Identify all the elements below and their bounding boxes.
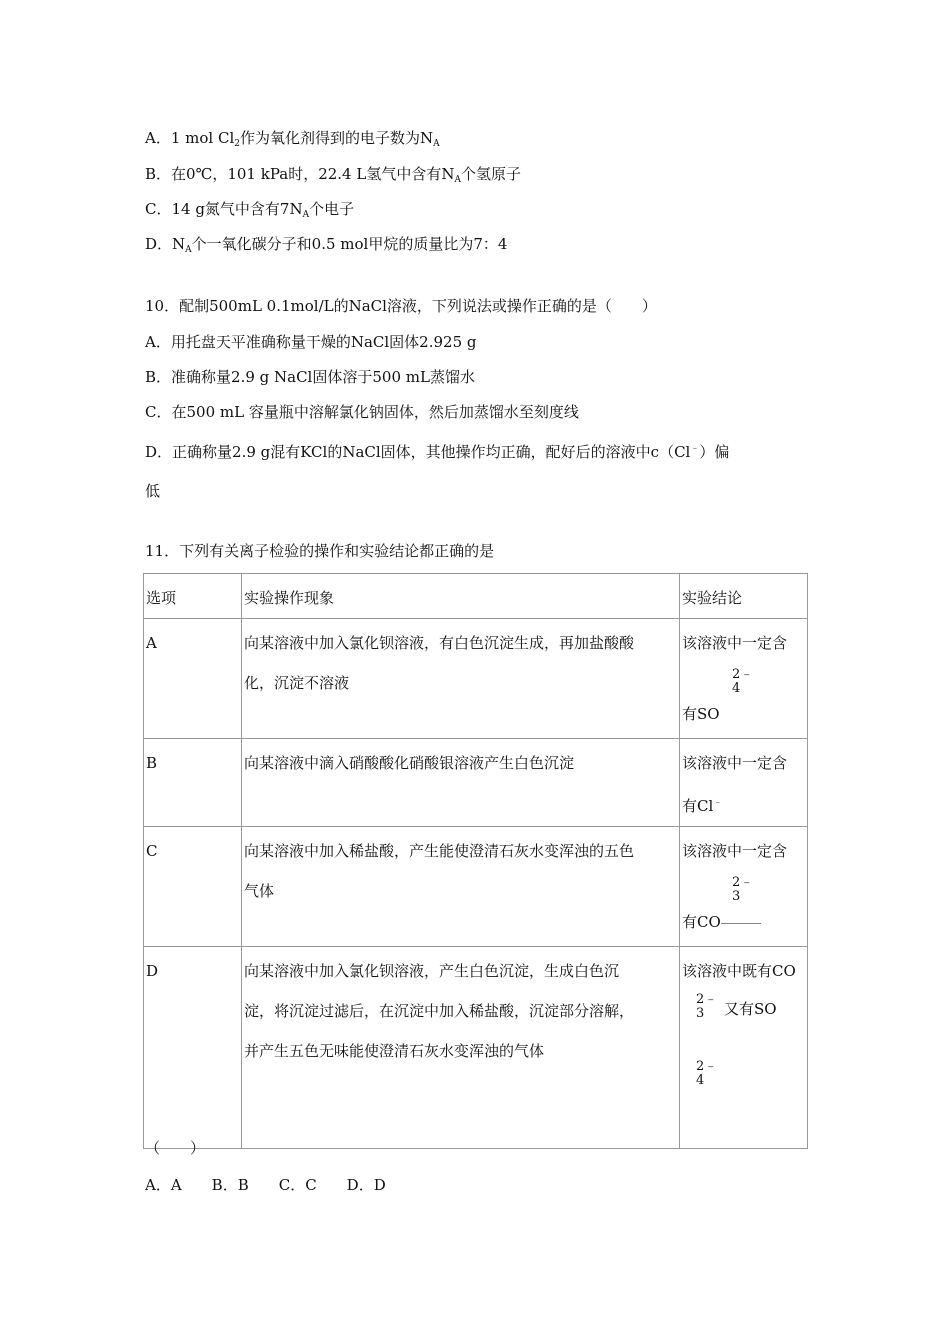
header-conclusion: 实验结论 [680, 574, 808, 619]
q10-option-b: B．准确称量2.9 g NaCl固体溶于500 mL蒸馏水 [145, 368, 475, 386]
operation-line: 并产生五色无味能使澄清石灰水变浑浊的气体 [244, 1042, 545, 1060]
ion-fraction [692, 992, 724, 1028]
q9-d-sub: A [185, 245, 192, 255]
header-option: 选项 [144, 574, 242, 619]
table-row [144, 739, 808, 827]
conclusion-cell [680, 619, 808, 739]
conclusion-line: 该溶液中一定含 [682, 842, 788, 860]
option-cell: B [144, 739, 242, 827]
q10-option-d [145, 439, 729, 462]
conclusion-text: 有CO [682, 913, 721, 931]
q9-c-prefix: C．14 g氮气中含有7N [145, 200, 303, 218]
q9-a-suffix: 作为氧化剂得到的电子数为N [239, 129, 434, 147]
conclusion-line: 有SO [682, 705, 720, 723]
q9-option-a [145, 128, 440, 154]
conclusion-line: 该溶液中一定含 [682, 754, 788, 772]
q10-option-a: A．用托盘天平准确称量干燥的NaCl固体2.925 g [145, 333, 477, 351]
ion-charge [728, 875, 807, 911]
q9-b-sub: A [454, 175, 461, 185]
ion-charge [692, 1058, 807, 1095]
ion-fraction [728, 667, 760, 703]
table-header-row [144, 574, 808, 619]
conclusion-text: 有Cl [682, 797, 714, 815]
q9-option-c [145, 199, 354, 225]
ion-subscript: 4 [696, 1073, 705, 1088]
conclusion-cell [680, 827, 808, 947]
q9-b-prefix: B．在0℃，101 kPa时，22.4 L氢气中含有N [145, 165, 455, 183]
divider [721, 923, 761, 924]
q9-a-sub: 2 [234, 139, 240, 149]
ion-subscript: 3 [732, 889, 741, 904]
conclusion-line: 该溶液中一定含 [682, 634, 788, 652]
ion-fraction [728, 875, 760, 911]
conclusion-text: 又有SO [724, 1000, 777, 1018]
header-operation: 实验操作现象 [242, 574, 680, 619]
operation-line: 向某溶液中加入稀盐酸，产生能使澄清石灰水变浑浊的五色 [244, 842, 635, 860]
q9-a-sub2: A [433, 139, 440, 149]
conclusion-cell [680, 947, 808, 1149]
operation-line: 气体 [244, 882, 275, 900]
ion-charge-num: 2﹣ [732, 667, 754, 682]
q9-option-b [145, 164, 521, 190]
q9-c-sub: A [302, 210, 310, 220]
q10-d-suffix: ）偏 [699, 443, 730, 461]
operation-cell [242, 947, 680, 1149]
operation-line: 化，沉淀不溶液 [244, 674, 350, 692]
q10-stem: 10．配制500mL 0.1mol/L的NaCl溶液，下列说法或操作正确的是（ ） [145, 297, 657, 315]
ion-subscript: 3 [696, 1006, 705, 1021]
conclusion-line [682, 783, 807, 826]
operation-cell [242, 619, 680, 739]
table-row [144, 619, 808, 739]
conclusion-line [692, 991, 807, 1028]
q10-d-sup: ﹣ [690, 444, 700, 454]
option-cell: A [144, 619, 242, 739]
operation-line: 向某溶液中加入氯化钡溶液，产生白色沉淀，生成白色沉 [244, 962, 620, 980]
q9-option-d [145, 234, 507, 260]
operation-line: 向某溶液中加入氯化钡溶液，有白色沉淀生成，再加盐酸酸 [244, 634, 635, 652]
q11-stem: 11．下列有关离子检验的操作和实验结论都正确的是 [145, 542, 495, 560]
operation-line: 向某溶液中滴入硝酸酸化硝酸银溶液产生白色沉淀 [244, 754, 575, 772]
q9-b-suffix: 个氢原子 [460, 165, 521, 183]
q11-paren: （ ） [145, 1139, 206, 1157]
q10-d-prefix: D．正确称量2.9 g混有KCl的NaCl固体，其他操作均正确，配好后的溶液中c（Cl [145, 443, 691, 461]
ion-charge-num: 2﹣ [732, 875, 754, 890]
q11-table [143, 573, 808, 1149]
table-row [144, 947, 808, 1149]
ion-charge: ﹣ [713, 798, 723, 808]
operation-line: 淀，将沉淀过滤后，在沉淀中加入稀盐酸，沉淀部分溶解， [244, 1002, 635, 1020]
q9-a-prefix: A．1 mol Cl [145, 129, 235, 147]
operation-cell [242, 739, 680, 827]
conclusion-cell [680, 739, 808, 827]
ion-charge-num: 2﹣ [696, 992, 718, 1007]
table-row [144, 827, 808, 947]
conclusion-line: 该溶液中既有CO [682, 962, 796, 980]
q9-d-suffix: 个一氧化碳分子和0.5 mol甲烷的质量比为7：4 [191, 235, 508, 253]
ion-subscript: 4 [732, 681, 741, 696]
q9-d-prefix: D．N [145, 235, 186, 253]
q9-c-suffix: 个电子 [309, 200, 355, 218]
option-cell: D [144, 947, 242, 1149]
conclusion-line [682, 911, 807, 933]
operation-cell [242, 827, 680, 947]
ion-charge-num: 2﹣ [696, 1059, 718, 1074]
q11-choices: A．A B．B C．C D．D [145, 1176, 386, 1194]
ion-fraction [692, 1059, 724, 1095]
ion-charge [728, 667, 807, 703]
option-cell: C [144, 827, 242, 947]
q10-option-d-wrap: 低 [145, 482, 161, 500]
q10-option-c: C．在500 mL 容量瓶中溶解氯化钠固体，然后加蒸馏水至刻度线 [145, 403, 579, 421]
